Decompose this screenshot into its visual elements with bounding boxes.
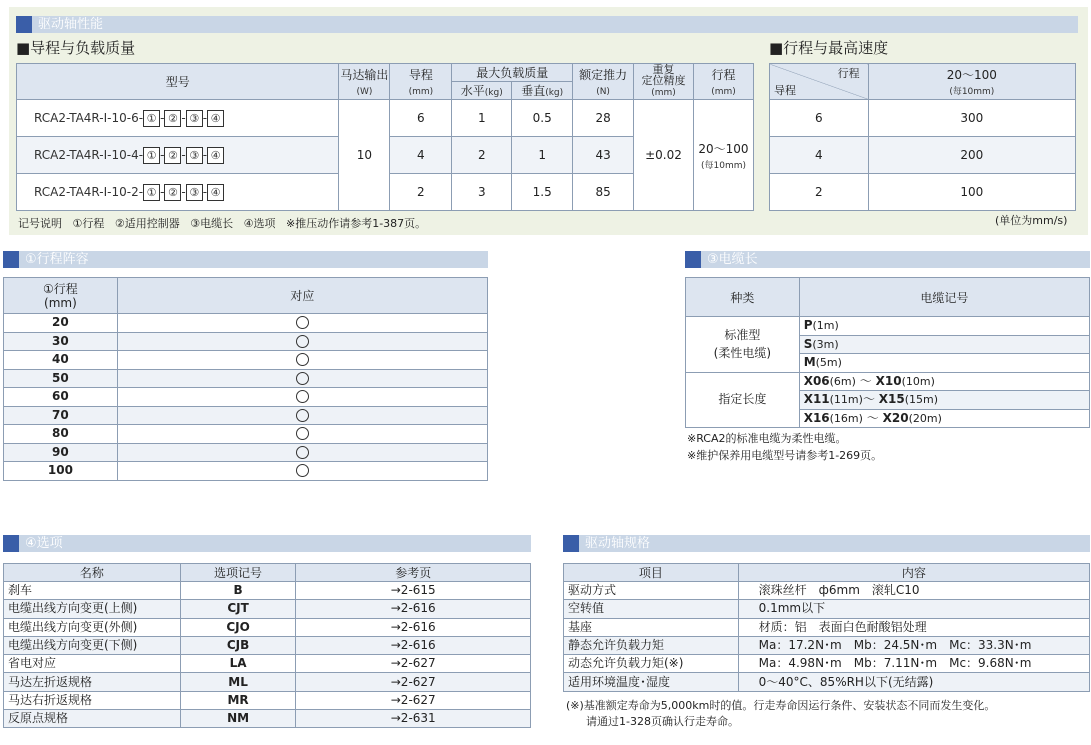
table-row xyxy=(4,351,488,370)
box-1: ① xyxy=(143,110,160,127)
header-model: 型号 xyxy=(17,64,339,100)
option-ref: →2-627 xyxy=(296,691,531,709)
option-code: ML xyxy=(228,674,248,689)
thrust-label: 额定推力 xyxy=(579,68,628,82)
performance-title-text: 驱动轴性能 xyxy=(38,17,104,32)
table-row xyxy=(564,600,1090,618)
option-code: CJB xyxy=(226,638,250,653)
motor-value: 10 xyxy=(339,100,390,211)
option-ref: →2-631 xyxy=(296,710,531,728)
horizontal-label: 水平 xyxy=(460,84,485,98)
lead-cell: 6 xyxy=(390,100,452,137)
circle-icon xyxy=(296,464,309,477)
box-3: ③ xyxy=(186,110,203,127)
tilde: ～ xyxy=(866,410,879,425)
spec-content: Ma：4.98N･m Mb：7.11N･m Mc：9.68N･m xyxy=(738,655,1089,673)
stroke-value: 50 xyxy=(52,370,69,385)
horizontal-cell: 1 xyxy=(452,100,512,137)
tilde: ～ xyxy=(862,392,875,407)
stroke-value: 90 xyxy=(52,444,69,459)
repeat-value: ±0.02 xyxy=(634,100,694,211)
legend-label: 记号说明 xyxy=(18,217,62,230)
stroke-header-label: ①行程 xyxy=(43,281,78,296)
spec-item: 动态允许负载力矩(※) xyxy=(564,655,739,673)
table-row xyxy=(4,600,531,618)
vertical-label: 垂直 xyxy=(521,84,546,98)
stroke-value: 60 xyxy=(52,389,69,404)
stroke-value: 80 xyxy=(52,426,69,441)
option-name: 反原点规格 xyxy=(4,710,181,728)
horizontal-unit: (kg) xyxy=(484,88,503,98)
table-row xyxy=(564,673,1090,691)
cable-code: S xyxy=(803,336,813,351)
stroke-speed-heading: ■行程与最高速度 xyxy=(769,39,889,57)
stroke-value: 30 xyxy=(52,333,69,348)
std-type-cell xyxy=(686,317,800,373)
options-table xyxy=(3,563,531,728)
legend-controller: ②适用控制器 xyxy=(114,217,180,230)
table-row xyxy=(564,655,1090,673)
table-row xyxy=(4,462,488,481)
table-row xyxy=(4,443,488,462)
repeat-label-1: 重复 xyxy=(652,63,675,76)
table-row xyxy=(4,425,488,444)
repeat-label-2: 定位精度 xyxy=(641,74,686,87)
diag-lead-label: 导程 xyxy=(774,84,796,97)
option-name: 马达右折返规格 xyxy=(4,691,181,709)
cable-length: (11m) xyxy=(829,393,863,407)
horizontal-cell: 3 xyxy=(452,174,512,211)
specs-note-2: 请通过1-328页确认行走寿命。 xyxy=(586,715,739,728)
circle-icon xyxy=(296,372,309,385)
specs-title-text: 驱动轴规格 xyxy=(585,536,651,551)
stroke-unit: (mm) xyxy=(711,87,736,97)
table-row xyxy=(770,100,1076,137)
box-1: ① xyxy=(143,184,160,201)
cable-code: X15 xyxy=(878,392,905,407)
legend-cable: ③电缆长 xyxy=(190,217,234,230)
specs-note-1: (※)基准额定寿命为5,000km时的值。行走寿命因运行条件、安装状态不同而发生变化。 xyxy=(566,699,996,712)
spec-item: 空转值 xyxy=(564,600,739,618)
option-code: B xyxy=(233,583,243,598)
spec-content: 材质：铝 表面白色耐酸铝处理 xyxy=(738,618,1089,636)
spec-content: 0～40°C、85%RH以下(无结露) xyxy=(738,673,1089,691)
spec-item: 静态允许负载力矩 xyxy=(564,636,739,654)
model-text: RCA2-TA4R-I-10-2- xyxy=(34,184,144,199)
stroke-value: 100 xyxy=(47,463,73,478)
spec-item: 基座 xyxy=(564,618,739,636)
header-motor xyxy=(339,64,390,100)
table-row xyxy=(17,100,754,137)
table-row xyxy=(4,618,531,636)
cable-code: P xyxy=(803,318,813,333)
dash: - xyxy=(160,184,165,199)
table-row xyxy=(4,582,531,600)
repeat-unit: (mm) xyxy=(651,88,676,98)
spec-type-cell: 指定长度 xyxy=(686,372,800,428)
cable-code-cell xyxy=(799,317,1089,336)
option-code: MR xyxy=(227,692,249,707)
dash: - xyxy=(181,110,186,125)
diagonal-header xyxy=(770,64,869,100)
option-ref: →2-615 xyxy=(296,582,531,600)
dash: - xyxy=(181,184,186,199)
options-section-title xyxy=(3,535,531,552)
cable-title-text: ③电缆长 xyxy=(707,252,758,267)
table-row xyxy=(4,406,488,425)
circle-icon xyxy=(296,316,309,329)
option-name-header: 名称 xyxy=(4,564,181,582)
table-row xyxy=(770,137,1076,174)
specs-table xyxy=(563,563,1090,692)
thrust-cell: 43 xyxy=(573,137,634,174)
header-max-load: 最大负载质量 xyxy=(452,64,573,82)
cable-length: (3m) xyxy=(812,337,839,351)
stroke-value: 40 xyxy=(52,352,69,367)
stroke-range: 20～100 xyxy=(698,141,749,156)
box-2: ② xyxy=(164,184,181,201)
cable-code-header: 电缆记号 xyxy=(799,278,1089,317)
cable-code-cell xyxy=(799,372,1089,391)
circle-icon xyxy=(296,390,309,403)
legend-stroke: ①行程 xyxy=(72,217,105,230)
box-1: ① xyxy=(143,147,160,164)
cable-length: (16m) xyxy=(829,411,863,425)
cable-length: (15m) xyxy=(904,393,939,407)
option-code: CJT xyxy=(227,601,249,616)
thrust-cell: 28 xyxy=(573,100,634,137)
lead-cell: 2 xyxy=(390,174,452,211)
cable-type-header: 种类 xyxy=(686,278,800,317)
option-code: NM xyxy=(227,711,250,726)
option-ref: →2-627 xyxy=(296,655,531,673)
table-row xyxy=(686,317,1090,336)
spec-content: 滚珠丝杆 ф6mm 滚轧C10 xyxy=(738,582,1089,600)
table-row xyxy=(4,655,531,673)
cable-table xyxy=(685,277,1090,428)
table-row xyxy=(564,636,1090,654)
table-row xyxy=(4,710,531,728)
stroke-header-unit: (mm) xyxy=(44,295,77,310)
stroke-header xyxy=(4,278,118,314)
cable-note-1: ※RCA2的标准电缆为柔性电缆。 xyxy=(687,432,847,445)
vertical-cell: 1 xyxy=(512,137,573,174)
diag-stroke-label: 行程 xyxy=(837,67,860,80)
box-3: ③ xyxy=(186,147,203,164)
legend-option: ④选项 xyxy=(243,217,276,230)
cable-code-cell xyxy=(799,354,1089,373)
cable-code: X16 xyxy=(803,410,830,425)
table-row xyxy=(4,691,531,709)
vertical-cell: 1.5 xyxy=(512,174,573,211)
option-code-header: 选项记号 xyxy=(180,564,296,582)
dash: - xyxy=(202,147,208,162)
model-cell xyxy=(17,174,339,211)
cable-code: X10 xyxy=(875,373,902,388)
option-code: LA xyxy=(229,656,247,671)
cable-code-cell xyxy=(799,335,1089,354)
table-row xyxy=(4,673,531,691)
cable-code: X06 xyxy=(803,373,830,388)
circle-icon xyxy=(296,446,309,459)
cable-code: M xyxy=(803,355,816,370)
stroke-label: 行程 xyxy=(711,68,736,82)
motor-unit: (W) xyxy=(356,87,373,97)
option-code: CJO xyxy=(226,619,250,634)
speed-stroke-step: (每10mm) xyxy=(949,87,995,97)
circle-icon xyxy=(296,409,309,422)
speed-table xyxy=(769,63,1076,211)
header-repeat xyxy=(634,64,694,100)
spec-item: 适用环境温度･湿度 xyxy=(564,673,739,691)
speed-lead-cell: 2 xyxy=(770,174,869,211)
option-name: 刹车 xyxy=(4,582,181,600)
speed-stroke-range: 20～100 xyxy=(946,68,997,82)
spec-content: Ma：17.2N･m Mb：24.5N･m Mc：33.3N･m xyxy=(738,636,1089,654)
motor-label: 马达输出 xyxy=(340,68,389,82)
box-4: ④ xyxy=(207,184,224,201)
table-row xyxy=(770,174,1076,211)
stroke-section-title xyxy=(3,251,488,268)
thrust-cell: 85 xyxy=(573,174,634,211)
dash: - xyxy=(202,184,208,199)
table-row xyxy=(564,618,1090,636)
cable-length: (6m) xyxy=(829,374,856,388)
model-cell xyxy=(17,137,339,174)
option-name: 电缆出线方向变更(上侧) xyxy=(4,600,181,618)
speed-lead-cell: 6 xyxy=(770,100,869,137)
cable-code: X20 xyxy=(882,410,909,425)
stroke-table xyxy=(3,277,488,481)
vertical-cell: 0.5 xyxy=(512,100,573,137)
circle-icon xyxy=(296,427,309,440)
lead-load-heading: ■导程与负载质量 xyxy=(16,39,136,57)
option-ref: →2-627 xyxy=(296,673,531,691)
stroke-title-text: ①行程阵容 xyxy=(25,252,89,267)
table-row xyxy=(4,388,488,407)
dash: - xyxy=(160,147,165,162)
model-text: RCA2-TA4R-I-10-6- xyxy=(34,110,144,125)
cable-length: (1m) xyxy=(812,319,839,333)
spec-content-header: 内容 xyxy=(738,564,1089,582)
lead-load-table xyxy=(16,63,754,211)
speed-value-cell: 300 xyxy=(868,100,1075,137)
horizontal-cell: 2 xyxy=(452,137,512,174)
box-3: ③ xyxy=(186,184,203,201)
table-row xyxy=(4,314,488,333)
cable-section-title xyxy=(685,251,1090,268)
performance-section-title xyxy=(16,16,1078,33)
box-2: ② xyxy=(164,110,181,127)
lead-cell: 4 xyxy=(390,137,452,174)
std-sublabel: (柔性电缆) xyxy=(713,346,772,361)
spec-item-header: 项目 xyxy=(564,564,739,582)
stroke-value xyxy=(693,100,753,211)
option-ref: →2-616 xyxy=(296,618,531,636)
spec-content: 0.1mm以下 xyxy=(738,600,1089,618)
header-vertical xyxy=(512,82,573,100)
vertical-unit: (kg) xyxy=(545,88,564,98)
speed-lead-cell: 4 xyxy=(770,137,869,174)
table-row xyxy=(4,332,488,351)
stroke-step: (每10mm) xyxy=(700,160,746,171)
dash: - xyxy=(160,110,165,125)
table-row xyxy=(686,372,1090,391)
cable-note-2: ※维护保养用电缆型号请参考1-269页。 xyxy=(687,449,883,462)
table-row xyxy=(4,369,488,388)
legend-note: ※推压动作请参考1-387页。 xyxy=(286,217,427,230)
options-title-text: ④选项 xyxy=(25,536,63,551)
std-label: 标准型 xyxy=(724,328,761,343)
cable-code: X11 xyxy=(803,392,830,407)
spec-item: 驱动方式 xyxy=(564,582,739,600)
option-ref: →2-616 xyxy=(296,600,531,618)
option-name: 电缆出线方向变更(下侧) xyxy=(4,636,181,654)
speed-value-cell: 200 xyxy=(868,137,1075,174)
option-name: 马达左折返规格 xyxy=(4,673,181,691)
header-stroke xyxy=(693,64,753,100)
support-header: 对应 xyxy=(117,278,487,314)
cable-length: (20m) xyxy=(908,411,942,425)
cable-length: (10m) xyxy=(901,374,935,388)
speed-value-cell: 100 xyxy=(868,174,1075,211)
dash: - xyxy=(202,110,208,125)
thrust-unit: (N) xyxy=(596,87,610,97)
circle-icon xyxy=(296,353,309,366)
speed-unit-note: (单位为mm/s) xyxy=(995,214,1068,227)
header-thrust xyxy=(573,64,634,100)
lead-unit: (mm) xyxy=(408,87,434,97)
stroke-value: 20 xyxy=(52,315,69,330)
box-4: ④ xyxy=(207,147,224,164)
cable-length: (5m) xyxy=(815,356,842,370)
header-horizontal xyxy=(452,82,512,100)
legend xyxy=(18,215,426,231)
table-row xyxy=(564,582,1090,600)
model-cell xyxy=(17,100,339,137)
box-4: ④ xyxy=(207,110,224,127)
box-2: ② xyxy=(164,147,181,164)
header-lead xyxy=(390,64,452,100)
circle-icon xyxy=(296,335,309,348)
option-name: 省电对应 xyxy=(4,655,181,673)
model-text: RCA2-TA4R-I-10-4- xyxy=(34,147,144,162)
cable-code-cell xyxy=(799,391,1089,410)
table-row xyxy=(4,636,531,654)
option-ref: →2-616 xyxy=(296,636,531,654)
lead-label: 导程 xyxy=(408,68,433,82)
specs-section-title xyxy=(563,535,1090,552)
option-name: 电缆出线方向变更(外侧) xyxy=(4,618,181,636)
stroke-value: 70 xyxy=(52,407,69,422)
dash: - xyxy=(181,147,186,162)
cable-code-cell xyxy=(799,409,1089,428)
speed-stroke-header xyxy=(868,64,1075,100)
tilde: ～ xyxy=(859,373,872,388)
option-ref-header: 参考页 xyxy=(296,564,531,582)
